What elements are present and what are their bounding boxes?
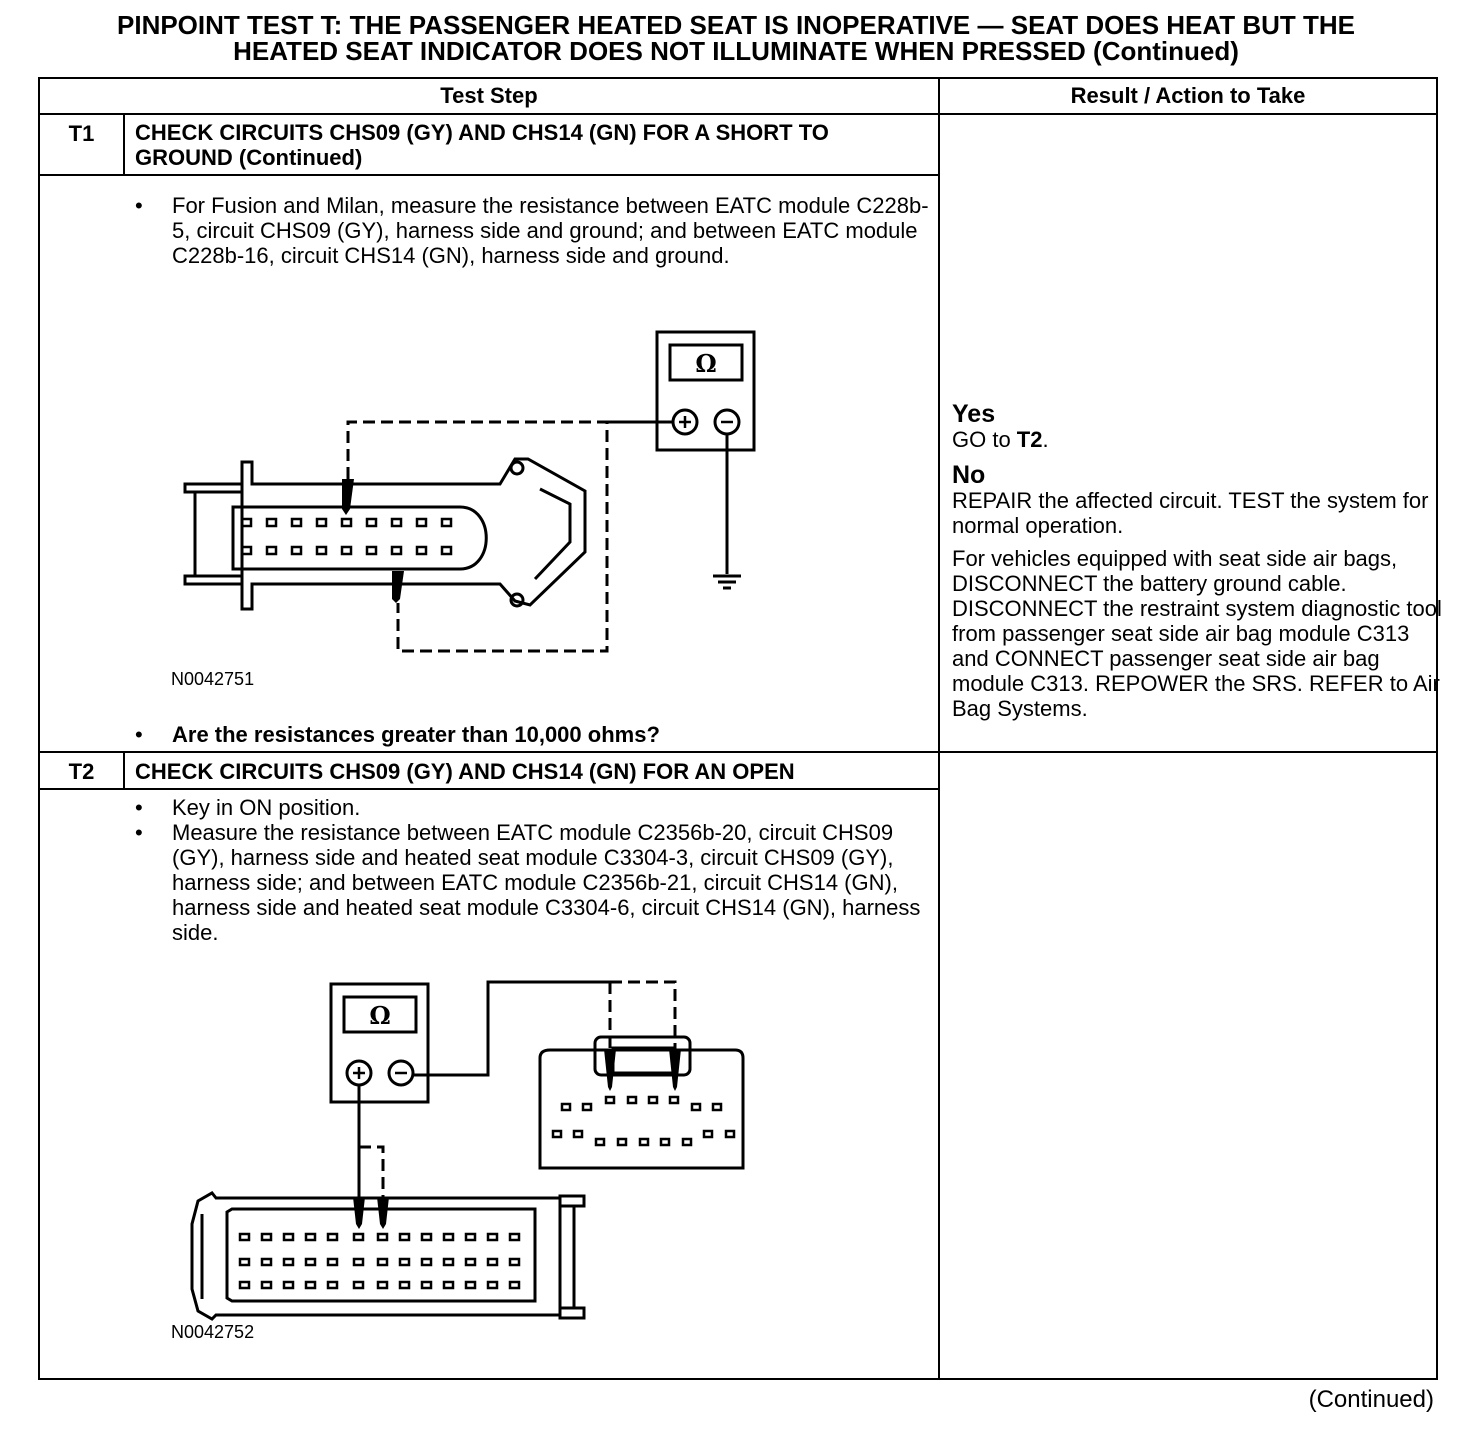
t2-connector-diagram [40, 79, 938, 1378]
t1-bullet-1-text: For Fusion and Milan, measure the resistance between EATC module C228b-5, circuit CHS09 (GY), harness side and ground; and between EATC module C228b-16, circuit CHS14 (GN), harness side and ground. [172, 193, 929, 268]
title-line-1: PINPOINT TEST T: THE PASSENGER HEATED SEAT IS INOPERATIVE — SEAT DOES HEAT BUT THE [117, 10, 1355, 40]
t2-figure-id: N0042752 [171, 1322, 255, 1342]
airbag-note: For vehicles equipped with seat side air bags, DISCONNECT the battery ground cable. DISCONNECT the restraint system diagnostic tool from passenger seat side air bag module C313 and CONNECT passenger seat side air bag module C313. REPOWER the SRS. REFER to Air Bag Systems. [952, 546, 1442, 721]
yes-target-step: T2 [1016, 427, 1043, 452]
t1-meter-symbol: Ω [695, 349, 717, 378]
no-action: REPAIR the affected circuit. TEST the system for normal operation. [952, 488, 1429, 538]
t1-step-title: CHECK CIRCUITS CHS09 (GY) AND CHS14 (GN) FOR A SHORT TO GROUND (Continued) [135, 120, 829, 170]
t1-step-number: T1 [68, 121, 95, 146]
header-test-step: Test Step [440, 83, 538, 108]
bullet-dot: • [135, 795, 143, 820]
page-title [0, 12, 1472, 64]
t1-figure-id: N0042751 [171, 669, 255, 689]
footer-continued: (Continued) [1308, 1386, 1434, 1413]
t2-step-title: CHECK CIRCUITS CHS09 (GY) AND CHS14 (GN) FOR AN OPEN [135, 759, 795, 784]
t2-meter-symbol: Ω [369, 1001, 391, 1030]
yes-action [952, 427, 1442, 452]
header-result: Result / Action to Take [1070, 83, 1306, 108]
t2-bullet-2-text: Measure the resistance between EATC module C2356b-20, circuit CHS09 (GY), harness side and heated seat module C3304-3, circuit CHS09 (GY), harness side; and between EATC module C2356b-21, circuit CHS14 (GN), harness side and heated seat module C3304-6, circuit CHS14 (GN), harness side. [172, 820, 921, 945]
yes-label: Yes [952, 400, 996, 428]
t1-results [952, 401, 1442, 721]
bullet-dot: • [135, 820, 143, 845]
pinpoint-test-table [38, 77, 1442, 1380]
t2-step-number: T2 [68, 759, 95, 784]
title-line-2: HEATED SEAT INDICATOR DOES NOT ILLUMINATE WHEN PRESSED (Continued) [233, 36, 1239, 66]
t2-bullet-1-text: Key in ON position. [172, 795, 361, 820]
no-label: No [952, 461, 986, 489]
bullet-dot: • [135, 722, 143, 747]
yes-action-suffix: . [1042, 427, 1049, 452]
t1-question-text: Are the resistances greater than 10,000 ohms? [172, 722, 660, 747]
column-divider [938, 79, 940, 1378]
bullet-dot: • [135, 193, 143, 218]
yes-action-prefix: GO to [952, 427, 1017, 452]
